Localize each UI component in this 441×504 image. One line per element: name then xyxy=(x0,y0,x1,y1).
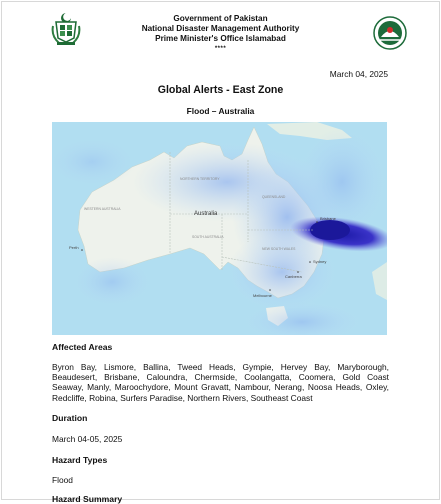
map-label-region: SOUTH AUSTRALIA xyxy=(192,235,224,239)
header-line-authority: National Disaster Management Authority xyxy=(141,24,300,33)
map-label-city: Canberra xyxy=(285,274,302,279)
duration-body xyxy=(52,434,389,444)
header-stars: **** xyxy=(214,46,227,52)
map-label-city: Sydney xyxy=(313,259,327,264)
document-title: Global Alerts - East Zone xyxy=(157,84,284,96)
affected-areas-heading: Affected Areas xyxy=(52,342,113,352)
map-label-city: Melbourne xyxy=(253,293,272,298)
hazard-types-section xyxy=(52,455,389,465)
map-label-region: NEW SOUTH WALES xyxy=(262,247,296,251)
map-label-region: WESTERN AUSTRALIA xyxy=(84,207,121,211)
document-date: March 04, 2025 xyxy=(329,69,388,79)
header-line-office: Prime Minister's Office Islamabad xyxy=(155,34,286,43)
map-label-region: QUEENSLAND xyxy=(262,195,286,199)
map-label-city: Perth xyxy=(69,245,79,250)
hazard-types-body xyxy=(52,475,389,485)
letterhead xyxy=(0,14,441,54)
map-label-region: NORTHERN TERRITORY xyxy=(180,177,220,181)
hazard-types-heading: Hazard Types xyxy=(52,455,108,465)
header-line-government: Government of Pakistan xyxy=(173,14,268,23)
map-label-city: Brisbane xyxy=(320,216,336,221)
hazard-summary-section xyxy=(52,494,389,504)
hazard-types-text: Flood xyxy=(52,475,73,485)
duration-text: March 04-05, 2025 xyxy=(52,434,123,444)
duration-heading: Duration xyxy=(52,413,88,423)
affected-areas-text: Byron Bay, Lismore, Ballina, Tweed Heads, Gympie, Hervey Bay, Maryborough, Beaudesert, Brisbane, Caloundra, Chermside, Coolangatta, Coomera, Gold Coast Seaway, Manly, Maroochydore, Mount Gravatt, Nambour, Nerang, Noosa Heads, Oxley, Redcliffe, Robina, Surfers Paradise, Northern Rivers, Southeast Coast xyxy=(52,362,389,403)
affected-areas-body xyxy=(52,362,389,403)
flood-map xyxy=(52,122,387,335)
affected-areas-section xyxy=(52,342,389,352)
hazard-summary-heading: Hazard Summary xyxy=(52,494,123,504)
map-label-country: Australia xyxy=(194,211,218,217)
document-subtitle: Flood – Australia xyxy=(186,106,255,116)
duration-section xyxy=(52,413,389,423)
